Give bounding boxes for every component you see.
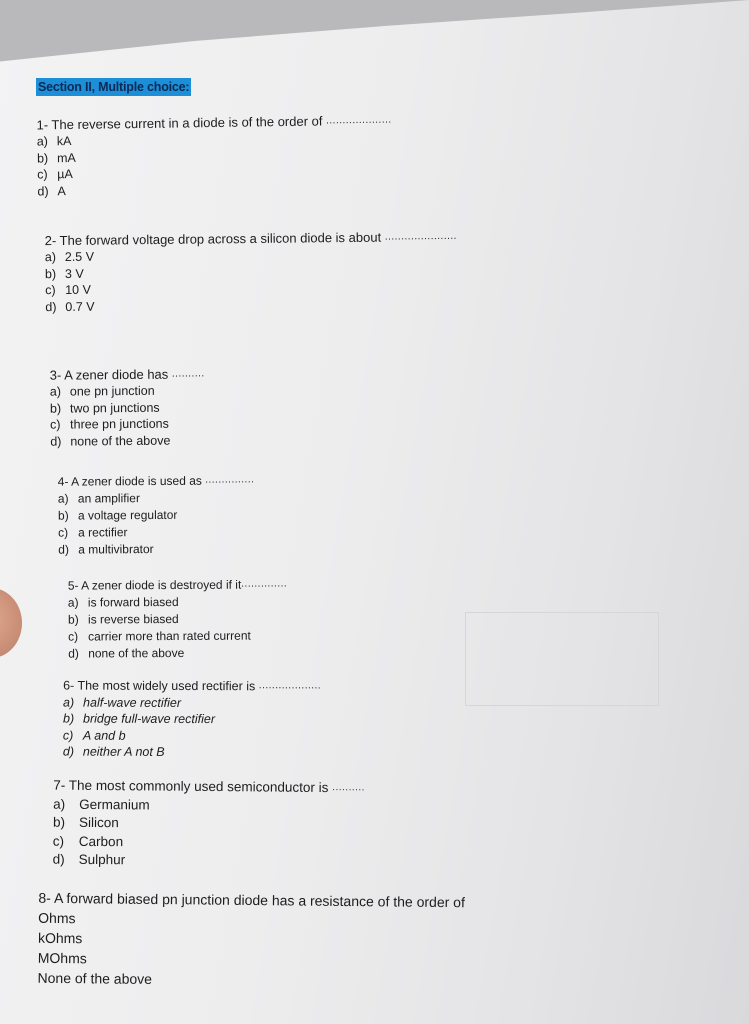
- option-text: µA: [57, 166, 73, 182]
- option-text: one pn junction: [69, 383, 155, 399]
- option-a: [50, 384, 205, 398]
- option-letter: a): [53, 796, 66, 812]
- option-d: [58, 542, 255, 555]
- option-a: [53, 797, 365, 813]
- option-b: [63, 713, 321, 726]
- question-8: [38, 891, 465, 989]
- answer-blank: ..........: [332, 782, 366, 794]
- option-a: [45, 247, 457, 264]
- question-stem: 1- The reverse current in a diode is of the order of: [36, 113, 323, 133]
- option-text: two pn junctions: [69, 400, 160, 416]
- option-text: kA: [56, 133, 72, 149]
- answer-blank: ......................: [384, 230, 457, 243]
- option-letter: b): [36, 150, 49, 165]
- option-text: Sulphur: [78, 851, 126, 868]
- option-b: [58, 508, 255, 521]
- question-5: [68, 578, 288, 659]
- question-4: [58, 474, 255, 555]
- question-1: [36, 114, 392, 198]
- option-letter: c): [58, 525, 69, 540]
- question-stem: 6- The most widely used rectifier is: [63, 678, 256, 694]
- option-c: [45, 280, 457, 297]
- option-text: an amplifier: [77, 491, 140, 506]
- option-c: [68, 629, 287, 642]
- option-letter: b): [52, 814, 66, 830]
- answer-blank: ..........: [171, 368, 205, 380]
- option-text: is forward biased: [87, 594, 179, 610]
- option-c: [53, 834, 365, 850]
- option-letter: d): [50, 434, 62, 449]
- option-a: [63, 696, 321, 709]
- option-a: [37, 131, 392, 148]
- answer-blank: ..............: [241, 578, 288, 590]
- option-text: MOhms: [37, 949, 87, 967]
- option-letter: d): [52, 851, 65, 867]
- option-letter: d): [45, 299, 57, 314]
- option-text: Germanium: [79, 796, 150, 812]
- option-text: 3 V: [64, 266, 84, 281]
- option-letter: d): [62, 744, 75, 759]
- option-text: a rectifier: [78, 525, 128, 540]
- option-a: [58, 491, 255, 504]
- bleed-through-box: [465, 612, 659, 706]
- question-stem: 7- The most commonly used semiconductor is: [53, 777, 329, 796]
- option-text: none of the above: [70, 433, 171, 449]
- question-stem: 3- A zener diode has: [49, 366, 169, 383]
- option-text: Ohms: [38, 909, 76, 927]
- option-text: kOhms: [37, 929, 83, 947]
- option-c: [63, 729, 321, 742]
- option-text: a multivibrator: [78, 542, 154, 557]
- option-letter: c): [37, 167, 48, 182]
- option-letter: d): [58, 542, 69, 557]
- section-title: Section II, Multiple choice:: [38, 80, 190, 94]
- option-text: is reverse biased: [87, 611, 179, 627]
- question-stem: 5- A zener diode is destroyed if it: [67, 577, 242, 593]
- option-text: a voltage regulator: [77, 507, 178, 523]
- option-text: three pn junctions: [70, 416, 169, 432]
- option-text: A and b: [82, 728, 126, 743]
- option-b: [37, 147, 392, 164]
- option-b: [38, 931, 465, 949]
- option-letter: b): [44, 266, 57, 281]
- option-text: 10 V: [65, 282, 91, 297]
- option-letter: b): [67, 612, 79, 627]
- option-c: [37, 164, 392, 181]
- option-c: [58, 525, 255, 538]
- option-d: [68, 646, 287, 659]
- option-letter: a): [67, 595, 79, 610]
- option-b: [68, 612, 287, 625]
- option-b: [45, 263, 457, 280]
- option-letter: c): [52, 833, 65, 849]
- option-letter: d): [37, 183, 49, 198]
- option-a: [68, 595, 287, 608]
- option-d: [63, 746, 321, 759]
- option-letter: c): [45, 283, 56, 298]
- question-7: [53, 779, 365, 869]
- option-letter: b): [49, 401, 62, 416]
- option-text: mA: [56, 150, 76, 165]
- option-text: none of the above: [88, 645, 185, 661]
- option-letter: b): [62, 711, 75, 726]
- option-text: bridge full-wave rectifier: [82, 711, 216, 727]
- option-b: [53, 816, 365, 832]
- option-letter: b): [57, 508, 69, 523]
- option-letter: c): [50, 417, 61, 432]
- option-letter: c): [68, 629, 79, 644]
- question-6: [63, 680, 321, 759]
- option-b: [50, 401, 205, 415]
- option-c: [38, 951, 465, 969]
- option-d: [53, 853, 365, 869]
- option-text: carrier more than rated current: [88, 628, 251, 644]
- option-letter: c): [62, 728, 74, 743]
- option-text: 2.5 V: [64, 249, 95, 264]
- answer-blank: ...................: [258, 680, 322, 692]
- option-letter: a): [36, 134, 49, 149]
- option-letter: a): [57, 491, 69, 506]
- answer-blank: ...............: [205, 474, 255, 486]
- question-2: [45, 230, 458, 313]
- option-text: None of the above: [37, 969, 153, 987]
- question-stem: 2- The forward voltage drop across a silicon diode is about: [44, 229, 382, 249]
- option-a: [38, 911, 465, 929]
- option-text: 0.7 V: [65, 299, 95, 314]
- option-text: half-wave rectifier: [83, 695, 182, 710]
- option-letter: a): [49, 384, 62, 399]
- option-letter: a): [63, 695, 75, 710]
- option-text: neither A not B: [82, 744, 165, 759]
- option-d: [50, 434, 205, 448]
- answer-blank: ....................: [325, 114, 392, 127]
- option-letter: d): [68, 646, 79, 661]
- option-text: A: [57, 183, 66, 198]
- question-3: [50, 367, 206, 447]
- question-stem: 4- A zener diode is used as: [57, 473, 202, 489]
- option-letter: a): [44, 250, 57, 265]
- option-text: Silicon: [78, 814, 119, 831]
- question-stem: 8- A forward biased pn junction diode has a resistance of the order of: [38, 889, 465, 911]
- option-text: Carbon: [78, 833, 124, 849]
- option-c: [50, 417, 205, 431]
